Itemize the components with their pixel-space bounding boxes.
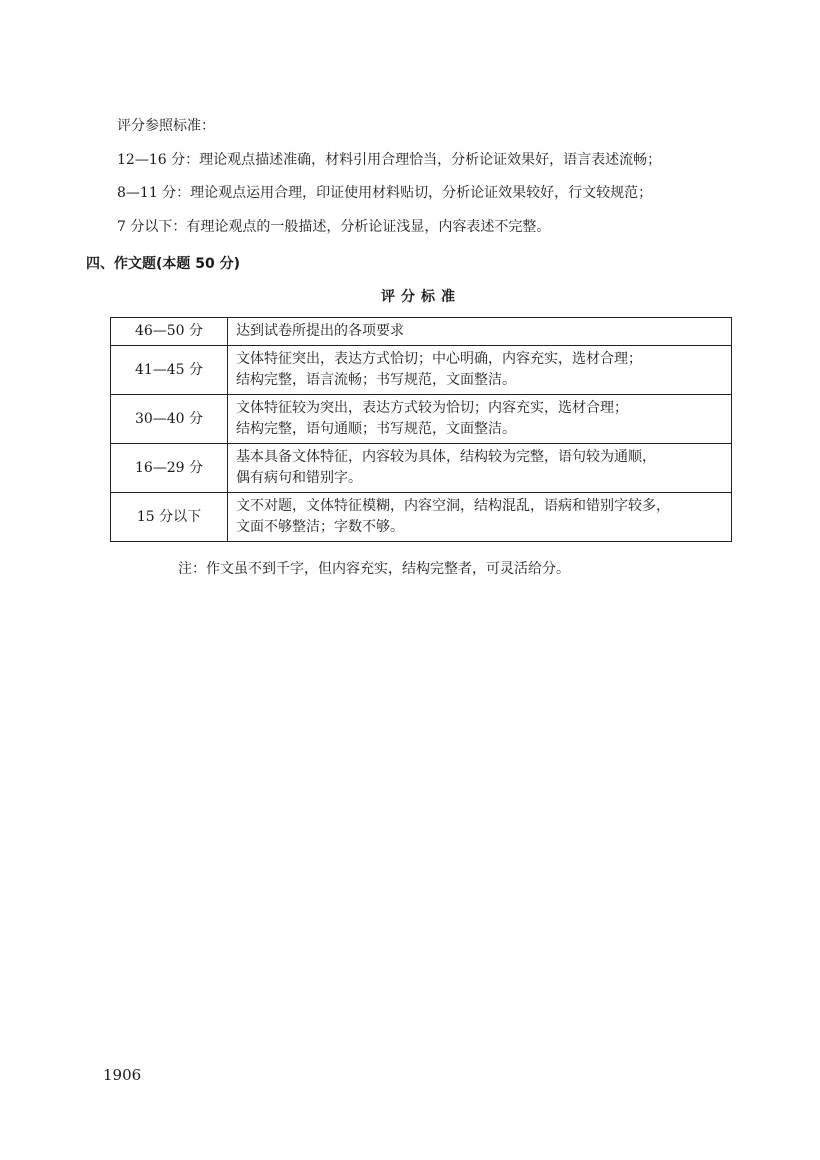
scoring-table-title: 评分标准 bbox=[381, 289, 461, 305]
scoring-reference-title: 评分参照标准： bbox=[117, 118, 215, 134]
table-row bbox=[111, 346, 732, 395]
scoring-criterion-1: 12—16 分：理论观点描述准确，材料引用合理恰当，分析论证效果好，语言表述流畅； bbox=[117, 152, 662, 168]
essay-section-heading: 四、作文题(本题 50 分) bbox=[86, 256, 241, 272]
score-description bbox=[228, 346, 732, 395]
description-line: 偶有病句和错别字。 bbox=[236, 470, 362, 486]
description-line: 文体特征较为突出，表达方式较为恰切；内容充实，选材合理； bbox=[236, 400, 628, 416]
scoring-table bbox=[110, 317, 732, 542]
description-line: 基本具备文体特征，内容较为具体，结构较为完整，语句较为通顺， bbox=[236, 449, 656, 465]
score-range: 16—29 分 bbox=[111, 444, 228, 493]
table-row bbox=[111, 444, 732, 493]
score-range: 46—50 分 bbox=[111, 318, 228, 346]
score-range: 41—45 分 bbox=[111, 346, 228, 395]
score-description bbox=[228, 444, 732, 493]
table-row bbox=[111, 493, 732, 542]
description-line: 文体特征突出，表达方式恰切；中心明确，内容充实，选材合理； bbox=[236, 351, 642, 367]
page-number: 1906 bbox=[103, 1066, 142, 1084]
table-row bbox=[111, 318, 732, 346]
score-range: 15 分以下 bbox=[111, 493, 228, 542]
table-row bbox=[111, 395, 732, 444]
score-description bbox=[228, 395, 732, 444]
score-range: 30—40 分 bbox=[111, 395, 228, 444]
scoring-note: 注：作文虽不到千字，但内容充实，结构完整者，可灵活给分。 bbox=[178, 561, 570, 577]
description-line: 文面不够整洁；字数不够。 bbox=[236, 519, 404, 535]
scoring-criterion-3: 7 分以下：有理论观点的一般描述，分析论证浅显，内容表述不完整。 bbox=[117, 219, 551, 235]
score-description bbox=[228, 318, 732, 346]
description-line: 文不对题，文体特征模糊，内容空洞，结构混乱，语病和错别字较多， bbox=[236, 498, 670, 514]
score-description bbox=[228, 493, 732, 542]
scoring-criterion-2: 8—11 分：理论观点运用合理，印证使用材料贴切，分析论证效果较好，行文较规范； bbox=[117, 185, 653, 201]
description-line: 结构完整，语言流畅；书写规范，文面整洁。 bbox=[236, 372, 516, 388]
description-line: 结构完整，语句通顺；书写规范，文面整洁。 bbox=[236, 421, 516, 437]
description-line: 达到试卷所提出的各项要求 bbox=[236, 323, 404, 339]
